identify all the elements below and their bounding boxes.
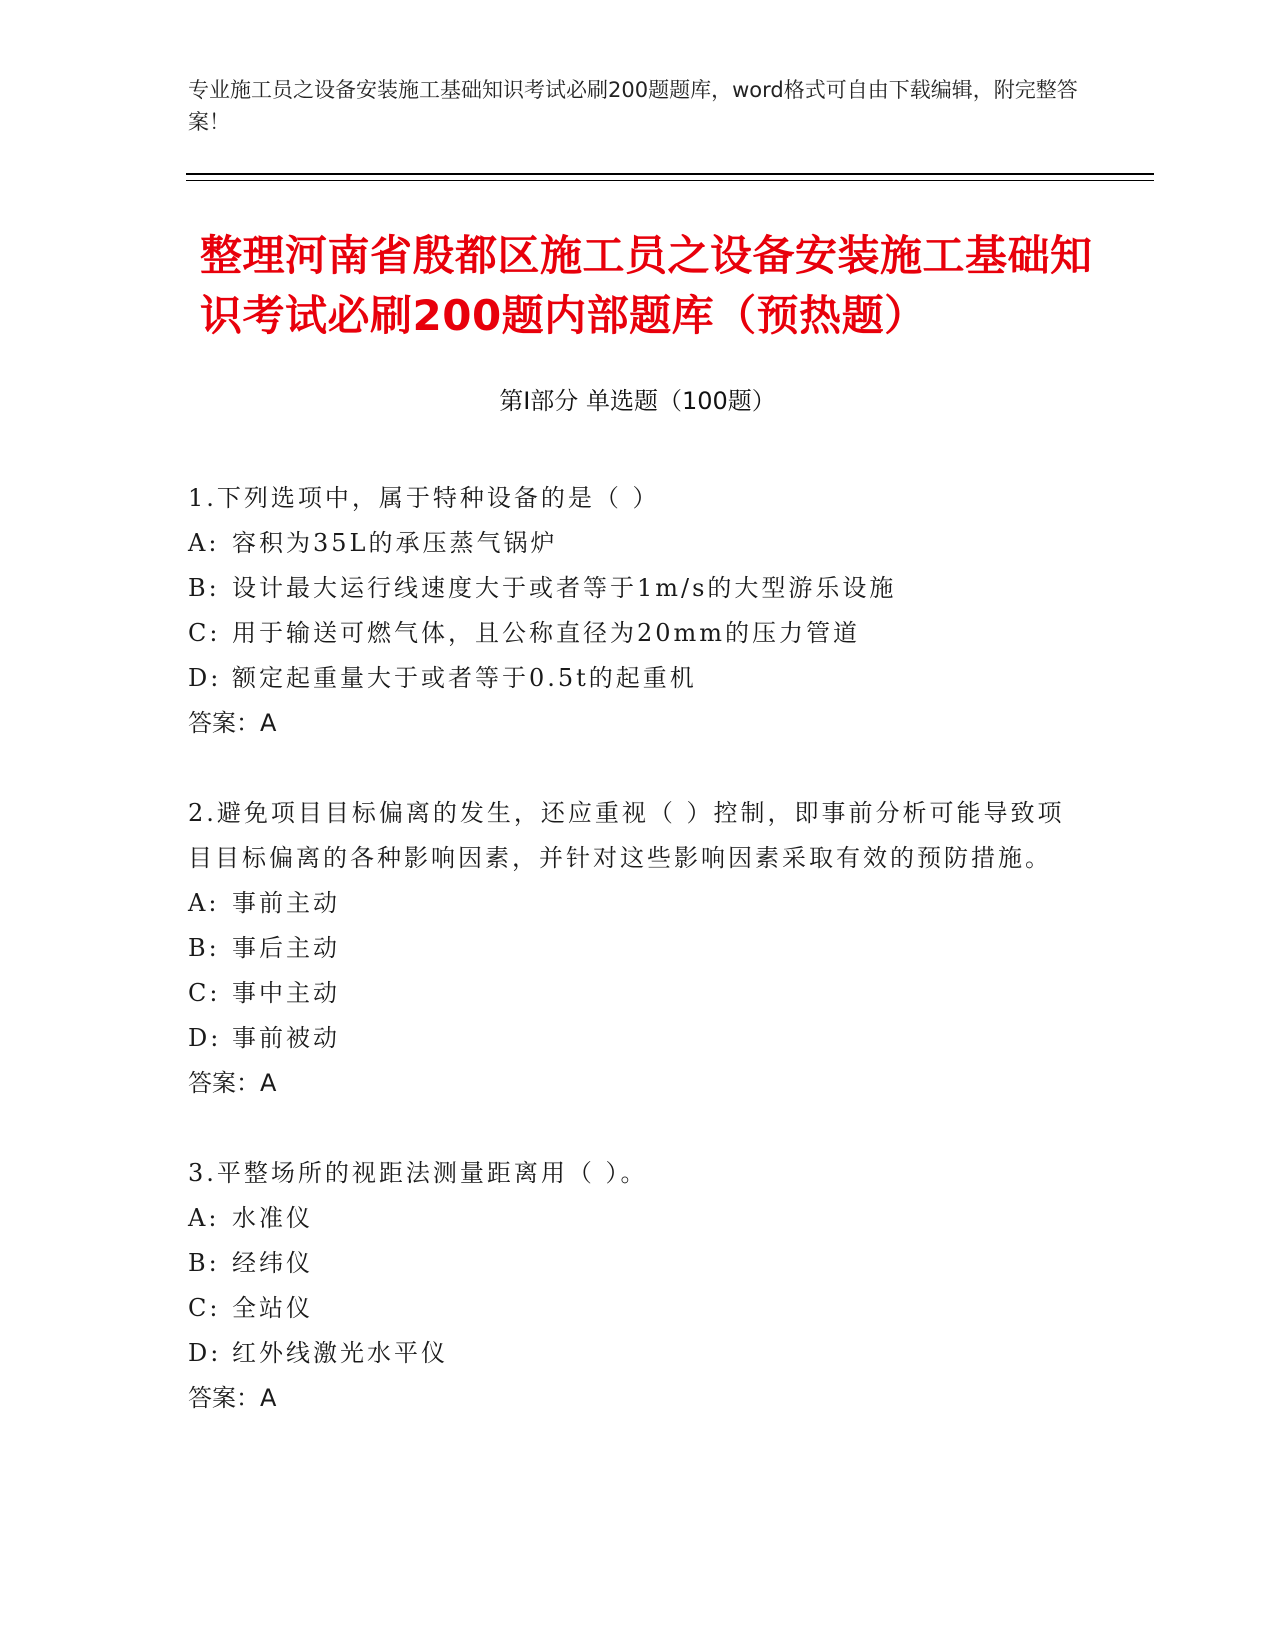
- option-letter: C:: [188, 619, 221, 647]
- option-letter: C:: [188, 1294, 221, 1322]
- option-b: [188, 926, 1088, 971]
- option-a: [188, 1196, 1088, 1241]
- option-d: [188, 656, 1088, 701]
- question-3: [188, 1151, 1088, 1421]
- option-text: 事后主动: [232, 934, 340, 962]
- option-text: 用于输送可燃气体，且公称直径为20mm的压力管道: [232, 619, 861, 647]
- option-a: [188, 521, 1088, 566]
- option-text: 事前主动: [232, 889, 340, 917]
- option-letter: A:: [188, 529, 220, 557]
- option-text: 全站仪: [232, 1294, 313, 1322]
- option-d: [188, 1016, 1088, 1061]
- option-text: 设计最大运行线速度大于或者等于1m/s的大型游乐设施: [232, 574, 897, 602]
- question-answer: 答案：A: [188, 1069, 277, 1097]
- option-letter: B:: [188, 574, 220, 602]
- option-a: [188, 881, 1088, 926]
- option-text: 事前被动: [232, 1024, 340, 1052]
- question-stem: 1.下列选项中，属于特种设备的是（ ）: [188, 484, 660, 512]
- question-1: [188, 476, 1088, 746]
- option-letter: D:: [188, 664, 222, 692]
- option-text: 额定起重量大于或者等于0.5t的起重机: [232, 664, 697, 692]
- header-rule-thick: [186, 173, 1154, 175]
- option-letter: A:: [188, 889, 220, 917]
- section-title: 第Ⅰ部分 单选题（100题）: [499, 387, 776, 415]
- question-stem: 2.避免项目目标偏离的发生，还应重视（ ）控制，即事前分析可能导致项目目标偏离的各种影响因素，并针对这些影响因素采取有效的预防措施。: [188, 799, 1065, 872]
- header-note: 专业施工员之设备安装施工基础知识考试必刷200题题库，word格式可自由下载编辑，附完整答案！: [188, 78, 1078, 134]
- option-text: 经纬仪: [232, 1249, 313, 1277]
- question-answer: 答案：A: [188, 709, 277, 737]
- option-letter: B:: [188, 934, 220, 962]
- question-stem: 3.平整场所的视距法测量距离用（ ）。: [188, 1159, 648, 1187]
- option-letter: C:: [188, 979, 221, 1007]
- document-title: 整理河南省殷都区施工员之设备安装施工基础知识考试必刷200题内部题库（预热题）: [200, 231, 1093, 340]
- option-letter: A:: [188, 1204, 220, 1232]
- option-b: [188, 566, 1088, 611]
- option-text: 事中主动: [232, 979, 340, 1007]
- question-2: [188, 791, 1088, 1106]
- header-rule-thin: [186, 180, 1154, 181]
- question-answer: 答案：A: [188, 1384, 277, 1412]
- option-c: [188, 971, 1088, 1016]
- option-text: 容积为35L的承压蒸气锅炉: [232, 529, 558, 557]
- option-text: 红外线激光水平仪: [232, 1339, 448, 1367]
- option-text: 水准仪: [232, 1204, 313, 1232]
- option-letter: D:: [188, 1339, 222, 1367]
- option-d: [188, 1331, 1088, 1376]
- option-letter: D:: [188, 1024, 222, 1052]
- option-c: [188, 611, 1088, 656]
- option-c: [188, 1286, 1088, 1331]
- option-letter: B:: [188, 1249, 220, 1277]
- option-b: [188, 1241, 1088, 1286]
- question-list: [188, 476, 1088, 1466]
